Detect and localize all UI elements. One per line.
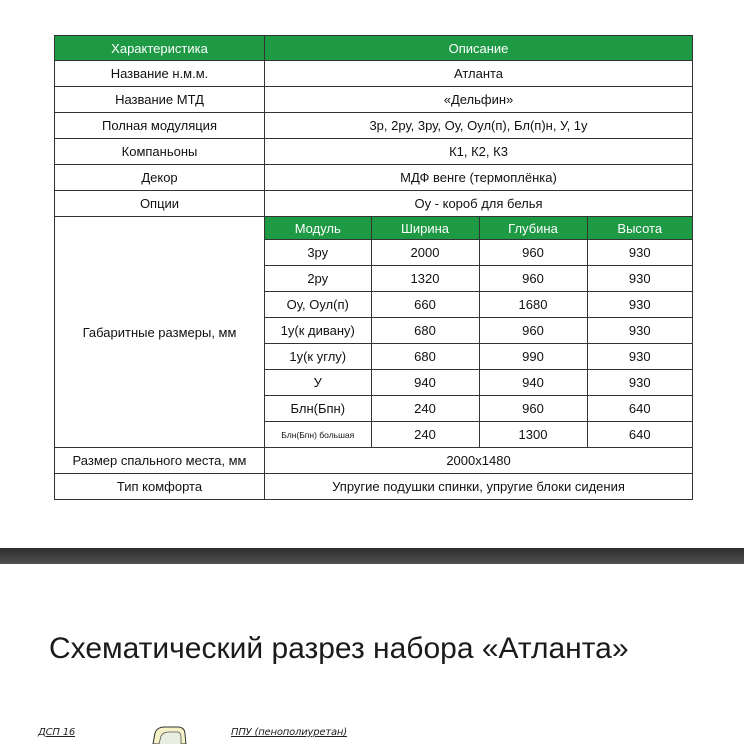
section-title: Схематический разрез набора «Атланта» xyxy=(49,632,629,665)
depth-cell: 960 xyxy=(479,240,587,266)
spec-table xyxy=(54,35,693,500)
height-cell: 930 xyxy=(587,292,692,318)
diagram-note-ppu: ППУ (пенополиуретан) xyxy=(231,727,347,738)
module-cell: 2ру xyxy=(265,266,371,292)
row-label: Название н.м.м. xyxy=(55,61,265,87)
table-row xyxy=(55,87,693,113)
table-row xyxy=(55,474,693,500)
height-cell: 640 xyxy=(587,396,692,422)
width-cell: 240 xyxy=(371,396,479,422)
width-cell: 680 xyxy=(371,344,479,370)
width-cell: 2000 xyxy=(371,240,479,266)
height-cell: 930 xyxy=(587,370,692,396)
row-value: «Дельфин» xyxy=(265,87,693,113)
module-cell: Блн(Бпн) большая xyxy=(265,422,371,448)
col-width: Ширина xyxy=(371,217,479,240)
row-value: МДФ венге (термоплёнка) xyxy=(265,165,693,191)
module-cell: 1у(к дивану) xyxy=(265,318,371,344)
module-cell: У xyxy=(265,370,371,396)
height-cell: 640 xyxy=(587,422,692,448)
row-value: Атланта xyxy=(265,61,693,87)
depth-cell: 960 xyxy=(479,396,587,422)
row-label: Тип комфорта xyxy=(55,474,265,500)
table-row xyxy=(265,344,692,370)
row-label: Размер спального места, мм xyxy=(55,448,265,474)
row-label: Компаньоны xyxy=(55,139,265,165)
width-cell: 1320 xyxy=(371,266,479,292)
table-row xyxy=(55,61,693,87)
row-label: Декор xyxy=(55,165,265,191)
width-cell: 680 xyxy=(371,318,479,344)
dimensions-label: Габаритные размеры, мм xyxy=(55,217,265,448)
col-height: Высота xyxy=(587,217,692,240)
dimensions-row xyxy=(55,217,693,448)
height-cell: 930 xyxy=(587,344,692,370)
depth-cell: 1680 xyxy=(479,292,587,318)
module-cell: 1у(к углу) xyxy=(265,344,371,370)
cushion-section-shape xyxy=(149,724,189,744)
row-label: Название МТД xyxy=(55,87,265,113)
col-depth: Глубина xyxy=(479,217,587,240)
header-characteristic: Характеристика xyxy=(55,36,265,61)
row-label: Опции xyxy=(55,191,265,217)
section-divider-band xyxy=(0,548,744,564)
height-cell: 930 xyxy=(587,240,692,266)
dimensions-cell xyxy=(265,217,693,448)
row-value: 3р, 2ру, 3ру, Оу, Оул(п), Бл(п)н, У, 1у xyxy=(265,113,693,139)
table-row xyxy=(55,139,693,165)
row-label: Полная модуляция xyxy=(55,113,265,139)
row-value: 2000x1480 xyxy=(265,448,693,474)
dimensions-table xyxy=(265,217,692,447)
diagram-note-dsp: ДСП 16 xyxy=(38,727,76,738)
height-cell: 930 xyxy=(587,266,692,292)
row-value: Оу - короб для белья xyxy=(265,191,693,217)
module-cell: 3ру xyxy=(265,240,371,266)
table-row xyxy=(55,191,693,217)
header-description: Описание xyxy=(265,36,693,61)
depth-cell: 1300 xyxy=(479,422,587,448)
table-row xyxy=(265,266,692,292)
table-row xyxy=(55,448,693,474)
row-value: К1, К2, К3 xyxy=(265,139,693,165)
table-row xyxy=(265,422,692,448)
table-row xyxy=(265,370,692,396)
table-row xyxy=(265,396,692,422)
module-cell: Блн(Бпн) xyxy=(265,396,371,422)
width-cell: 660 xyxy=(371,292,479,318)
table-row xyxy=(265,318,692,344)
row-value: Упругие подушки спинки, упругие блоки сидения xyxy=(265,474,693,500)
depth-cell: 960 xyxy=(479,318,587,344)
width-cell: 940 xyxy=(371,370,479,396)
module-cell: Оу, Оул(п) xyxy=(265,292,371,318)
table-row xyxy=(55,113,693,139)
table-row xyxy=(55,165,693,191)
height-cell: 930 xyxy=(587,318,692,344)
table-row xyxy=(265,240,692,266)
depth-cell: 960 xyxy=(479,266,587,292)
depth-cell: 990 xyxy=(479,344,587,370)
depth-cell: 940 xyxy=(479,370,587,396)
col-module: Модуль xyxy=(265,217,371,240)
table-row xyxy=(265,292,692,318)
width-cell: 240 xyxy=(371,422,479,448)
